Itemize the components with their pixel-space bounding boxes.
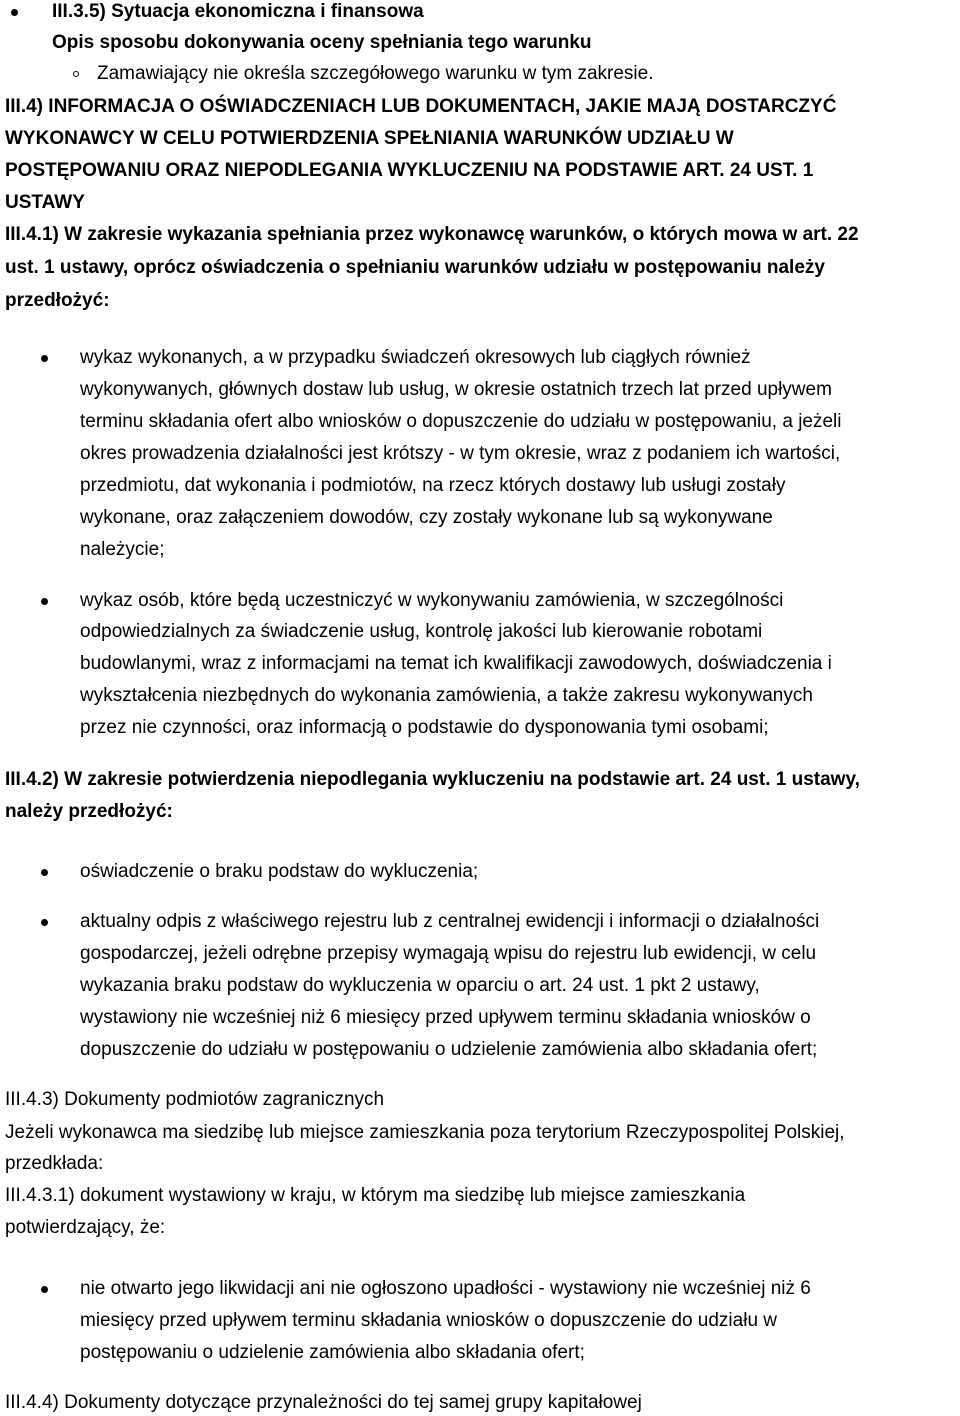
list-item-line: wykonane, oraz załączeniem dowodów, czy zostały wykonane lub są wykonywane (80, 507, 773, 528)
paragraph-line: Jeżeli wykonawca ma siedzibę lub miejsce zamieszkania poza terytorium Rzeczypospolitej Polskiej, (5, 1122, 845, 1143)
list-item-line: wykonywanych, głównych dostaw lub usług, w okresie ostatnich trzech lat przed upływem (80, 379, 832, 400)
section-heading-4-1-line: III.4.1) W zakresie wykazania spełniania przez wykonawcę warunków, o których mowa w art. 22 (5, 224, 859, 245)
list-item-line: przez nie czynności, oraz informacją o podstawie do dysponowania tymi osobami; (80, 717, 769, 738)
section-heading-4-2-line: III.4.2) W zakresie potwierdzenia niepodlegania wykluczeniu na podstawie art. 24 ust. 1 ustawy, (5, 769, 860, 790)
list-item-line: wystawiony nie wcześniej niż 6 miesięcy przed upływem terminu składania wniosków o (80, 1007, 811, 1028)
condition-description-text: Zamawiający nie określa szczegółowego warunku w tym zakresie. (97, 63, 654, 84)
circle-bullet-icon (73, 71, 79, 77)
section-heading-4-line: III.4) INFORMACJA O OŚWIADCZENIACH LUB DOKUMENTACH, JAKIE MAJĄ DOSTARCZYĆ (5, 96, 837, 117)
list-item-line: dopuszczenie do udziału w postępowaniu o udzielenie zamówienia albo składania ofert; (80, 1039, 818, 1060)
list-item-line: należycie; (80, 539, 165, 560)
bullet-icon (41, 869, 48, 876)
list-item-line: gospodarczej, jeżeli odrębne przepisy wymagają wpisu do rejestru lub ewidencji, w celu (80, 943, 817, 964)
subsection-line: potwierdzający, że: (5, 1217, 166, 1238)
list-item-line: postępowaniu o udzielenie zamówienia albo składania ofert; (80, 1342, 585, 1363)
paragraph-line: przedkłada: (5, 1153, 104, 1174)
bullet-icon (41, 1286, 48, 1293)
bullet-icon (41, 355, 48, 362)
bullet-icon (11, 9, 18, 16)
section-heading-4-line: USTAWY (5, 192, 85, 213)
section-heading-4-1-line: przedłożyć: (5, 290, 110, 311)
list-item-line: terminu składania ofert albo wniosków o dopuszczenie do udziału w postępowaniu, a jeżeli (80, 411, 842, 432)
list-item-line: wykaz wykonanych, a w przypadku świadczeń okresowych lub ciągłych również (80, 347, 751, 368)
list-item-line: oświadczenie o braku podstaw do wykluczenia; (80, 861, 479, 882)
section-heading-4-1-line: ust. 1 ustawy, oprócz oświadczenia o spełnianiu warunków udziału w postępowaniu należy (5, 257, 825, 278)
list-item-line: aktualny odpis z właściwego rejestru lub z centralnej ewidencji i informacji o działalności (80, 911, 820, 932)
list-item-line: wykazania braku podstaw do wykluczenia w oparciu o art. 24 ust. 1 pkt 2 ustawy, (80, 975, 760, 996)
section-heading-4-3: III.4.3) Dokumenty podmiotów zagranicznych (5, 1089, 385, 1110)
section-heading-4-line: WYKONAWCY W CELU POTWIERDZENIA SPEŁNIANIA WARUNKÓW UDZIAŁU W (5, 128, 734, 149)
list-item-line: wykaz osób, które będą uczestniczyć w wykonywaniu zamówienia, w szczególności (80, 590, 784, 611)
bullet-icon (41, 598, 48, 605)
list-item-line: nie otwarto jego likwidacji ani nie ogłoszono upadłości - wystawiony nie wcześniej niż 6 (80, 1278, 811, 1299)
condition-description-label: Opis sposobu dokonywania oceny spełniania tego warunku (52, 32, 592, 53)
list-item-line: odpowiedzialnych za świadczenie usług, kontrolę jakości lub kierowanie robotami (80, 621, 763, 642)
section-heading-4-line: POSTĘPOWANIU ORAZ NIEPODLEGANIA WYKLUCZENIU NA PODSTAWIE ART. 24 UST. 1 (5, 160, 814, 181)
list-item-line: budowlanymi, wraz z informacjami na temat ich kwalifikacji zawodowych, doświadczenia i (80, 653, 832, 674)
section-heading-4-4: III.4.4) Dokumenty dotyczące przynależności do tej samej grupy kapitałowej (5, 1392, 642, 1413)
list-item-line: okres prowadzenia działalności jest krótszy - w tym okresie, wraz z podaniem ich wartości, (80, 443, 841, 464)
section-heading-3-5: III.3.5) Sytuacja ekonomiczna i finansowa (52, 1, 424, 22)
section-heading-4-2-line: należy przedłożyć: (5, 801, 173, 822)
list-item-line: miesięcy przed upływem terminu składania wniosków o dopuszczenie do udziału w (80, 1310, 778, 1331)
list-item-line: wykształcenia niezbędnych do wykonania zamówienia, a także zakresu wykonywanych (80, 685, 813, 706)
subsection-line: III.4.3.1) dokument wystawiony w kraju, w którym ma siedzibę lub miejsce zamieszkania (5, 1185, 746, 1206)
bullet-icon (41, 919, 48, 926)
list-item-line: przedmiotu, dat wykonania i podmiotów, na rzecz których dostawy lub usługi zostały (80, 475, 786, 496)
